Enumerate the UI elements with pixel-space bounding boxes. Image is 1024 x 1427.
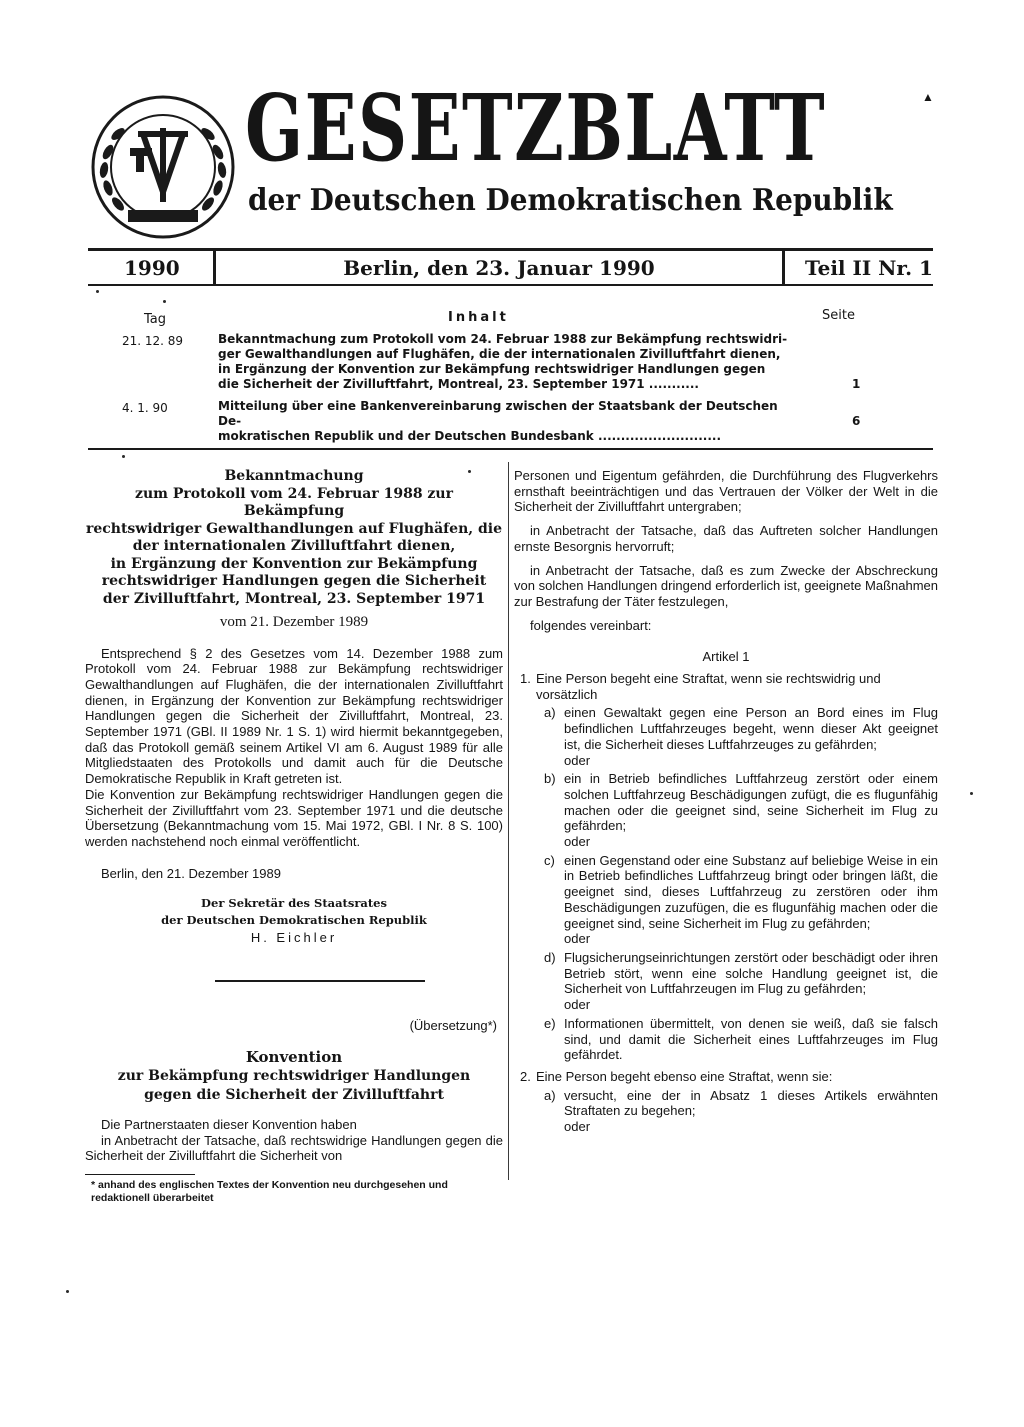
list-item-conjunction: oder [564, 752, 591, 768]
agreement-line: folgendes vereinbart: [530, 617, 652, 633]
toc-entry-line: die Sicherheit der Zivilluftfahrt, Montreal, 23. September 1971 ........... [218, 377, 699, 391]
scan-speck [163, 300, 166, 303]
toc-entry-date: 4. 1. 90 [122, 401, 168, 415]
article-paragraph [514, 1069, 938, 1085]
table-of-contents [100, 308, 900, 451]
signer-title: der Deutschen Demokratischen Republik [161, 913, 427, 928]
heading-date: vom 21. Dezember 1989 [219, 614, 369, 630]
preamble-paragraph: in Anbetracht der Tatsache, daß rechtswidrige Handlungen gegen die Sicherheit der Zivilluftfahrt die Sicherheit von [85, 1132, 503, 1164]
body-paragraph: Entsprechend § 2 des Gesetzes vom 14. Dezember 1988 zum Protokoll vom 24. Februar 1988 zur Bekämpfung rechtswidriger Gewalthandlungen auf Flughäfen, die der internationalen Zivilluftfahrt dienen, in Ergänzung der Konvention zur Bekämpfung rechtswidriger Handlungen gegen die Sicherheit der Zivilluftfahrt, Montreal, 23. September 1971 (GBl. II 1989 Nr. 1 S. 1) wird hiermit bekanntgegeben, daß das Protokoll gemäß seinem Artikel VI am 6. August 1989 für alle Mitgliedstaaten des Protokolls und damit auch für die Deutsche Demokratische Republik in Kraft getreten ist. [85, 645, 503, 787]
convention-title-line: gegen die Sicherheit der Zivilluftfahrt [144, 1087, 444, 1104]
toc-entry-page: 1 [852, 377, 861, 391]
toc-entry-line: Mitteilung über eine Bankenvereinbarung zwischen der Staatsbank der Deutschen De- [218, 399, 778, 428]
heading-line: rechtswidriger Handlungen gegen die Sicherheit [101, 573, 487, 589]
list-item-conjunction: oder [564, 834, 591, 850]
toc-entry-line: Bekanntmachung zum Protokoll vom 24. Februar 1988 zur Bekämpfung rechtswidri- [218, 332, 788, 346]
list-item-letter: a) [544, 705, 556, 721]
heading-line: der Zivilluftfahrt, Montreal, 23. September 1971 [102, 590, 486, 607]
body-paragraph: Die Konvention zur Bekämpfung rechtswidriger Handlungen gegen die Sicherheit der Zivilluftfahrt vom 23. September 1971 und die deutsche Übersetzung (Bekanntmachung vom 15. Mai 1972, GBl. I Nr. 8 S. 100) werden nachstehend noch einmal veröffentlicht. [85, 786, 503, 849]
toc-entry [100, 332, 900, 392]
toc-header-day: Tag [144, 312, 167, 327]
column-divider [508, 462, 509, 1180]
toc-entry-line: in Ergänzung der Konvention zur Bekämpfung rechtswidriger Handlungen gegen [218, 362, 766, 376]
list-item [514, 1016, 938, 1063]
list-item [514, 771, 938, 850]
list-item-letter: c) [544, 852, 555, 868]
toc-entry [100, 399, 900, 444]
issue-part-number: Teil II Nr. 1 [805, 255, 933, 280]
toc-entry-title [218, 399, 804, 444]
heading-line: in Ergänzung der Konvention zur Bekämpfung [110, 555, 478, 572]
scan-speck [96, 290, 99, 293]
section-divider [88, 448, 933, 450]
list-item-letter: b) [544, 771, 556, 787]
state-emblem-icon [88, 92, 238, 242]
masthead-title: GESETZBLATT [245, 74, 827, 182]
issue-year: 1990 [88, 251, 216, 284]
list-item-text: Flugsicherungseinrichtungen zerstört oder beschädigt oder ihren Betrieb stört, wenn eine solche Handlung geeignet ist, die Sicherheit von Luftfahrzeugen im Flug zu gefährden; [564, 949, 938, 997]
list-item-text: einen Gegenstand oder eine Substanz auf beliebige Weise in ein in Betrieb befindliches Luftfahrzeug bringt oder bringen läßt, die geeignet sind, dieses Luftfahrzeug zu zerstören oder ihm Beschädigungen zuzufügen, die es flugunfähig machen oder die geeignet sind, seine Sicherheit im Flug zu gefährden; [564, 852, 938, 931]
paragraph-number: 2. [520, 1068, 531, 1084]
list-item-text: ein in Betrieb befindliches Luftfahrzeug zerstört oder einem solchen Luftfahrzeug Beschädigungen zufügt, die es flugunfähig machen oder die geeignet sind, seine Sicherheit im Flug zu gefährden; [564, 771, 938, 834]
list-item [514, 705, 938, 768]
separator-line [215, 980, 425, 982]
toc-entry-date: 21. 12. 89 [122, 334, 184, 348]
paragraph-number: 1. [520, 671, 531, 687]
heading-line: rechtswidriger Gewalthandlungen auf Flughäfen, die [85, 520, 503, 537]
consideration-paragraph: in Anbetracht der Tatsache, daß das Auftreten solcher Handlungen ernste Besorgnis hervorruft; [514, 523, 938, 554]
list-item-letter: e) [544, 1015, 556, 1031]
left-column [85, 468, 503, 1205]
heading-line: der internationalen Zivilluftfahrt dienen, [132, 538, 456, 554]
list-item-letter: d) [544, 949, 556, 965]
paragraph-text: Eine Person begeht ebenso eine Straftat, wenn sie: [536, 1068, 833, 1084]
list-item-conjunction: oder [564, 931, 591, 947]
translation-note: (Übersetzung*) [409, 1018, 497, 1034]
paragraph-text: Eine Person begeht eine Straftat, wenn sie rechtswidrig und vorsätzlich [536, 671, 881, 702]
toc-header-title: Inhalt [448, 310, 509, 325]
list-item-letter: a) [544, 1087, 556, 1103]
heading-line: Bekanntmachung [224, 468, 364, 484]
list-item [514, 950, 938, 1013]
scan-speck [122, 455, 125, 458]
right-column [514, 468, 938, 1135]
scan-speck [468, 470, 471, 473]
corner-mark: ▲ [922, 90, 934, 104]
list-item-text: versucht, eine der in Absatz 1 dieses Artikels erwähnten Straftaten zu begehen; [564, 1087, 938, 1119]
list-item-text: Informationen übermittelt, von denen sie weiß, daß sie falsch sind, und damit die Sicherheit eines Luftfahrzeuges im Flug gefährdet. [564, 1015, 938, 1063]
scan-speck [66, 1290, 69, 1293]
signer-title: Der Sekretär des Staatsrates [201, 896, 387, 911]
convention-title-line: zur Bekämpfung rechtswidriger Handlungen [117, 1068, 471, 1085]
scan-speck [970, 792, 973, 795]
issue-place-date: Berlin, den 23. Januar 1990 [216, 251, 785, 284]
list-item-text: einen Gewaltakt gegen eine Person an Bord eines im Flug befindlichen Luftfahrzeuges begeht, wenn dieser Akt geeignet ist, die Sicherheit dieses Luftfahrzeuges zu gefährden; [564, 705, 938, 752]
announcement-heading [85, 468, 503, 632]
footnote: * anhand des englischen Textes der Konvention neu durchgesehen und redaktionell überarbeitet [91, 1179, 448, 1205]
list-item-conjunction: oder [564, 997, 591, 1013]
list-item [514, 853, 938, 947]
signer-block [85, 895, 503, 946]
continuation-paragraph: Personen und Eigentum gefährden, die Durchführung des Flugverkehrs ernsthaft beeinträchtigen und das Vertrauen der Völker der Welt in die Sicherheit der Zivilluftfahrt untergraben; [514, 468, 938, 515]
article-heading: Artikel 1 [702, 649, 750, 665]
issue-bar [88, 248, 933, 286]
toc-header [100, 308, 900, 332]
toc-entry-title [218, 332, 804, 392]
signer-name: H. Eichler [250, 930, 338, 946]
masthead-subtitle: der Deutschen Demokratischen Republik [248, 183, 893, 218]
toc-entry-line: ger Gewalthandlungen auf Flughäfen, die der internationalen Zivilluftfahrt dienen, [218, 347, 781, 361]
list-item [514, 1088, 938, 1135]
consideration-paragraph: in Anbetracht der Tatsache, daß es zum Zwecke der Abschreckung von solchen Handlungen dringend erforderlich ist, geeignete Maßnahmen zur Bestrafung der Täter festzulegen, [514, 562, 938, 609]
toc-entry-page: 6 [852, 414, 861, 428]
toc-entry-line: mokratischen Republik und der Deutschen Bundesbank ........................... [218, 429, 722, 443]
list-item-conjunction: oder [564, 1119, 591, 1135]
heading-line: zum Protokoll vom 24. Februar 1988 zur Bekämpfung [135, 485, 453, 519]
convention-title [85, 1048, 503, 1105]
preamble-line: Die Partnerstaaten dieser Konvention haben [101, 1117, 357, 1133]
article-paragraph [514, 671, 938, 702]
signature-place-date: Berlin, den 21. Dezember 1989 [101, 865, 281, 881]
footnote-rule [85, 1174, 195, 1175]
toc-header-page: Seite [822, 308, 855, 323]
convention-title-main: Konvention [245, 1048, 343, 1067]
